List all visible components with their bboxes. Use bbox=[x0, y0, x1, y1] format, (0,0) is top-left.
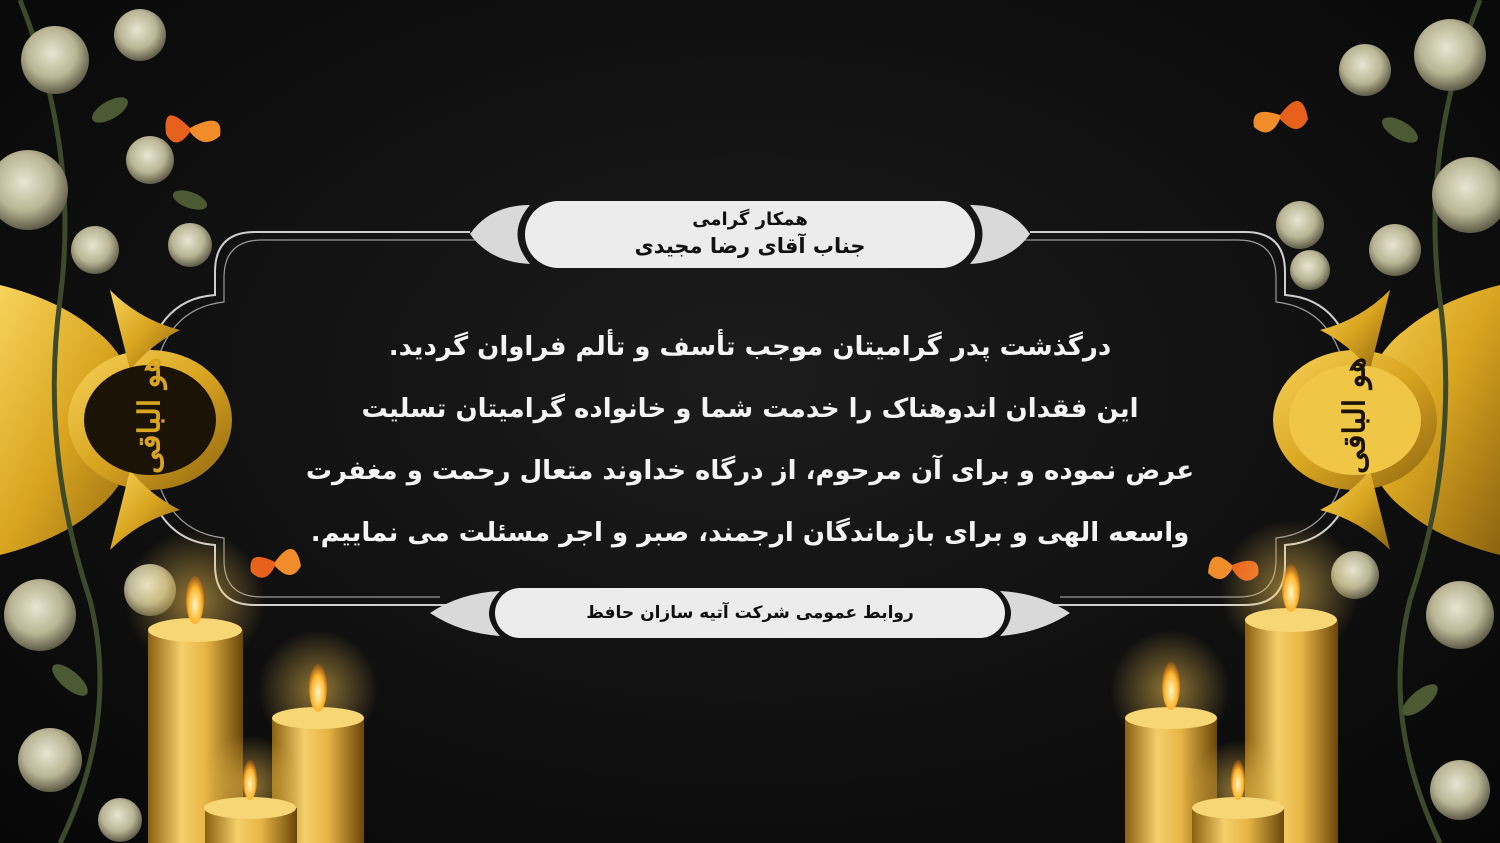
header-banner bbox=[525, 201, 975, 268]
message-line-2: این فقدان اندوهناک را خدمت شما و خانواده گرامیتان تسلیت bbox=[361, 394, 1139, 424]
signature: روابط عمومی شرکت آتیه سازان حافظ bbox=[586, 603, 914, 623]
recipient-name: جناب آقای رضا مجیدی bbox=[634, 234, 866, 259]
message-line-1: درگذشت پدر گرامیتان موجب تأسف و تألم فراوان گردید. bbox=[388, 332, 1112, 362]
left-emblem-text: هو الباقی bbox=[132, 357, 168, 474]
message-line-3: عرض نموده و برای آن مرحوم، از درگاه خداوند متعال رحمت و مغفرت bbox=[305, 456, 1195, 486]
salutation: همکار گرامی bbox=[692, 209, 808, 231]
footer-banner bbox=[495, 588, 1005, 638]
left-candles bbox=[125, 530, 378, 843]
right-emblem-text: هو الباقی bbox=[1337, 357, 1373, 474]
butterfly-top-right bbox=[1254, 101, 1308, 133]
right-candles bbox=[1110, 520, 1360, 843]
butterfly-top-left bbox=[166, 115, 221, 142]
message-line-4: واسعه الهی و برای بازماندگان ارجمند، صبر و اجر مسئلت می نماییم. bbox=[310, 518, 1190, 548]
condolence-message bbox=[230, 316, 1270, 548]
